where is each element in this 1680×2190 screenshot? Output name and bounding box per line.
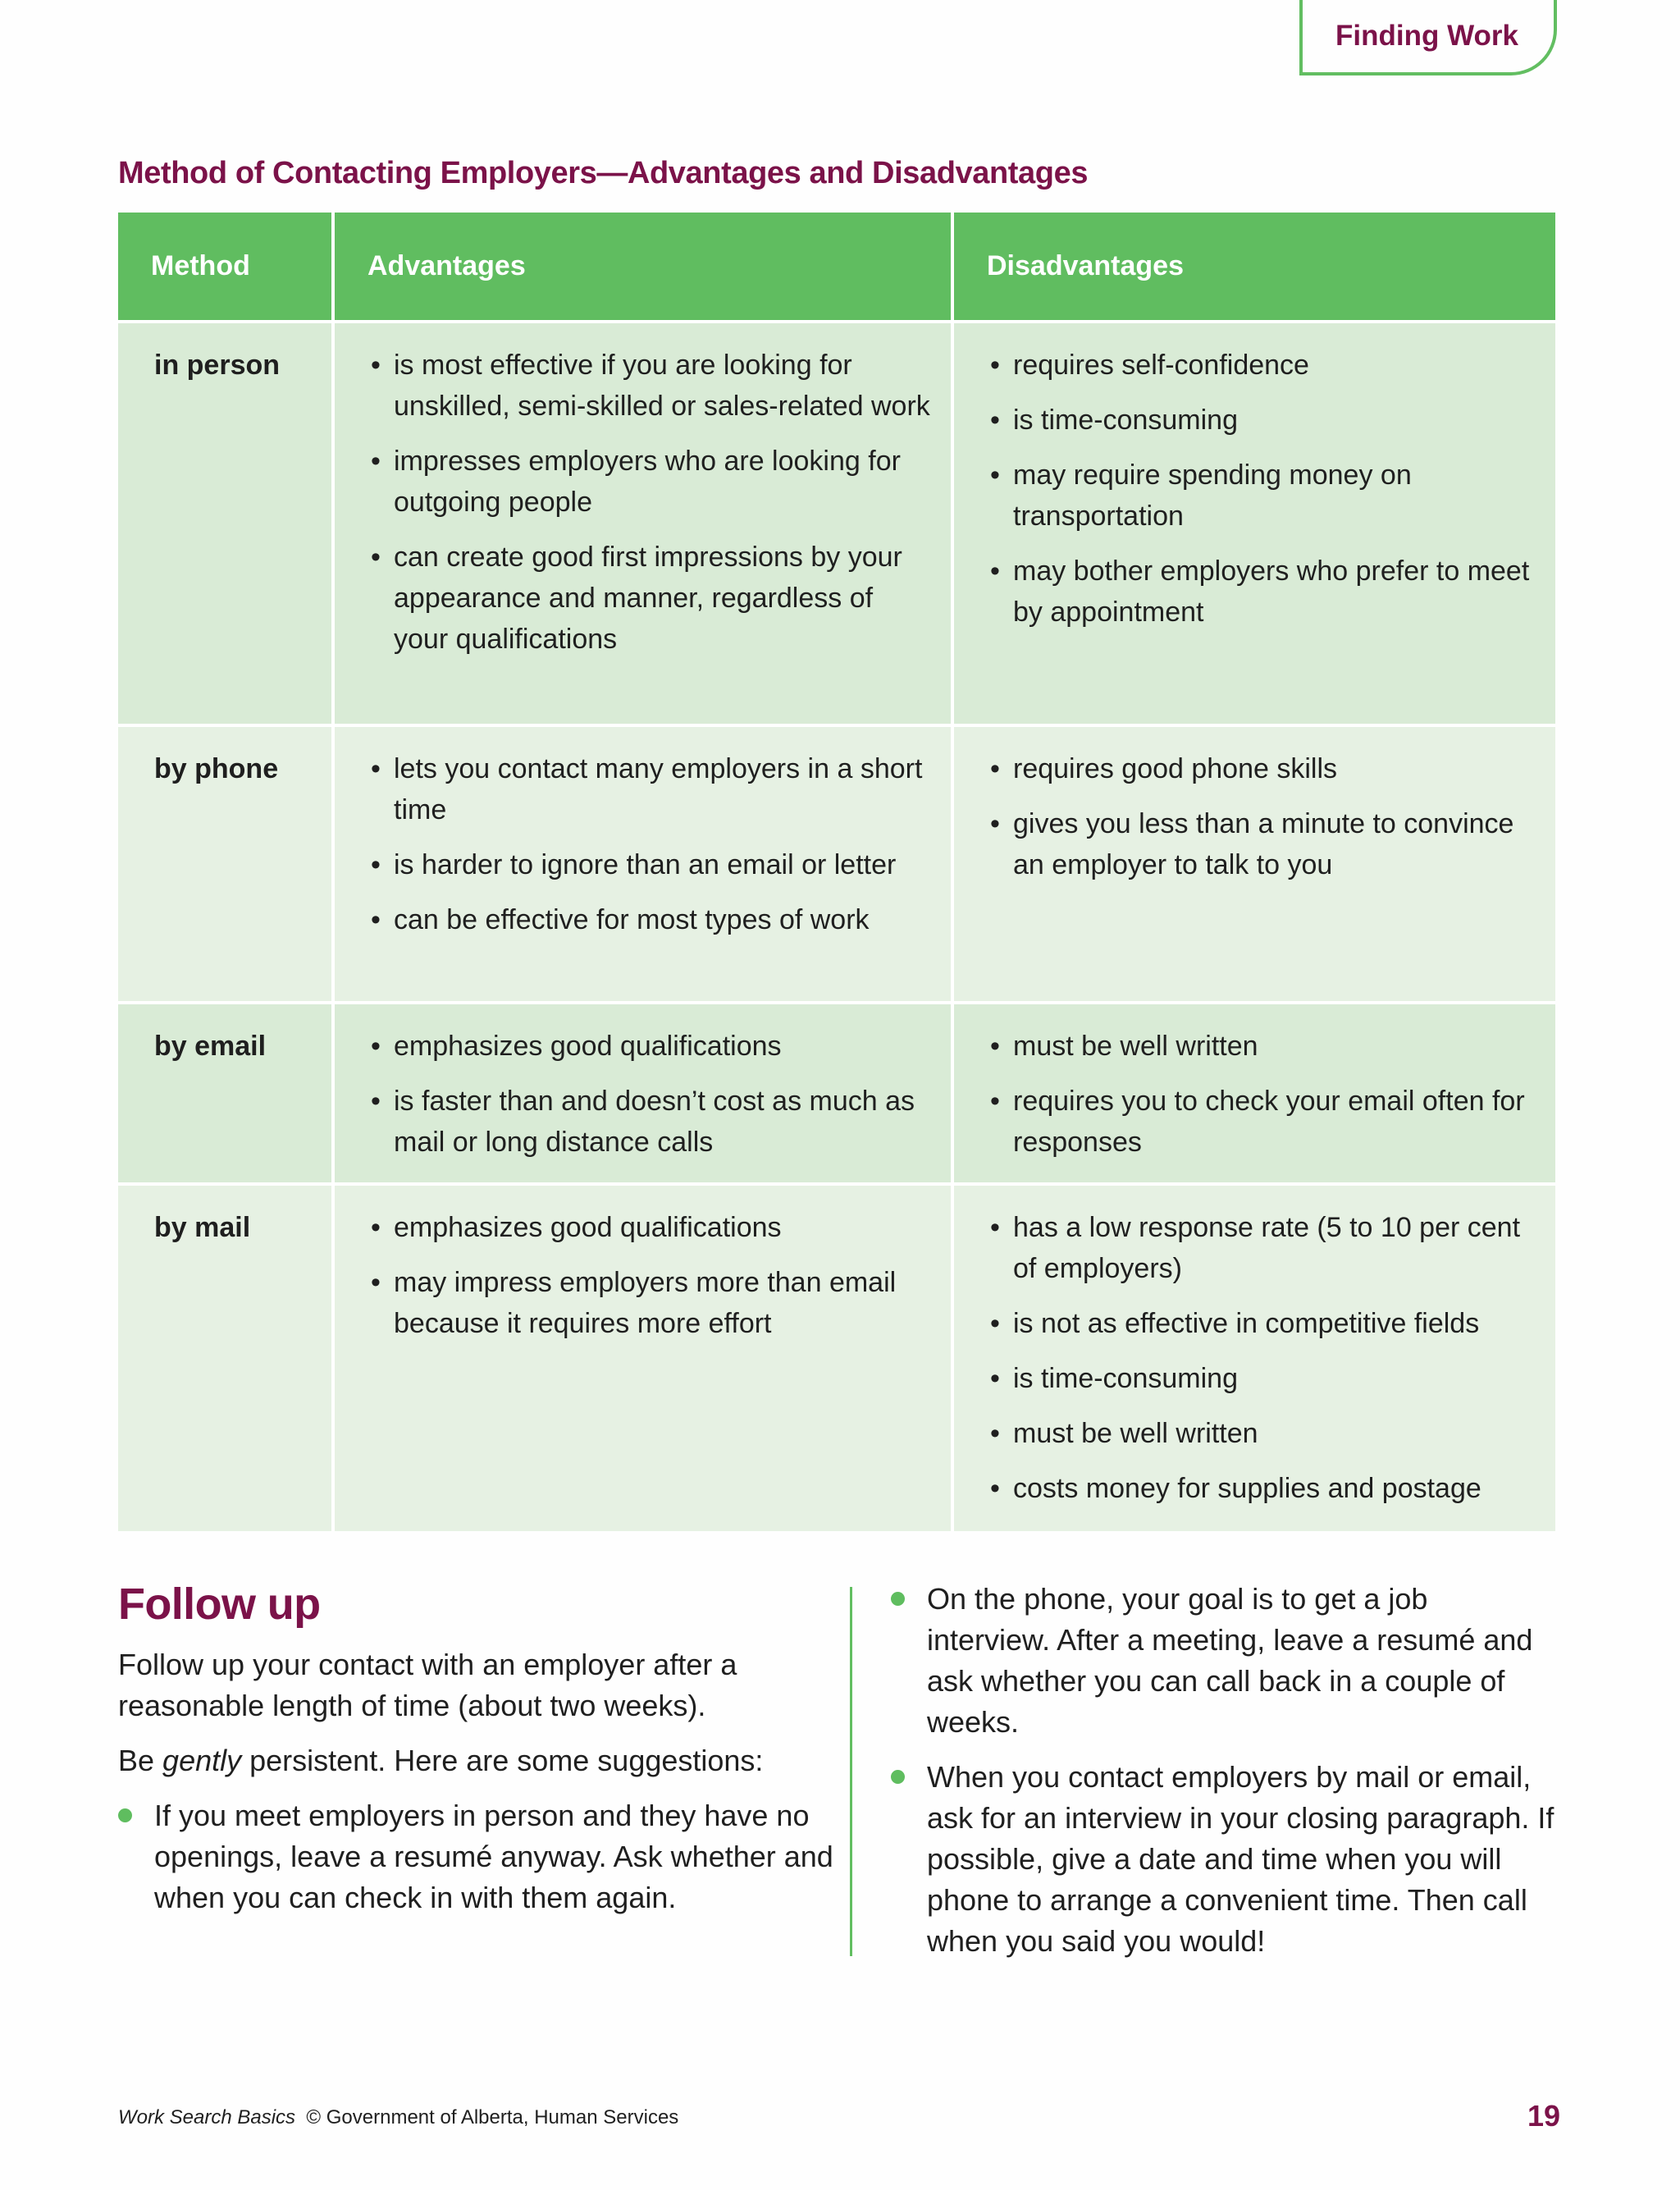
disadvantage-item: • costs money for supplies and postage	[990, 1473, 1481, 1504]
follow-up-right-column	[891, 1579, 1555, 1976]
advantage-item: • lets you contact many employers in a short time	[371, 753, 923, 825]
footer-book-title: Work Search Basics	[118, 2106, 296, 2128]
bullet-dot-icon	[891, 1770, 905, 1784]
table-title: Method of Contacting Employers—Advantages and Disadvantages	[118, 156, 1089, 190]
advantage-item: • emphasizes good qualifications	[371, 1212, 782, 1243]
advantage-item: • is faster than and doesn’t cost as much as mail or long distance calls	[371, 1086, 915, 1158]
suggestion-item: If you meet employers in person and they have no openings, leave a resumé anyway. Ask whether and when you can check in with them again.	[118, 1795, 840, 1918]
follow-up-heading: Follow up	[118, 1580, 321, 1629]
disadvantage-item: • is not as effective in competitive fields	[990, 1308, 1480, 1339]
disadvantage-item: • may bother employers who prefer to meet by appointment	[990, 556, 1530, 628]
header-advantages: Advantages	[333, 213, 952, 322]
section-tab-label: Finding Work	[1335, 20, 1518, 52]
column-divider	[850, 1587, 852, 1956]
disadvantage-item: • has a low response rate (5 to 10 per cent of employers)	[990, 1212, 1521, 1284]
follow-up-left-column	[118, 1644, 840, 1932]
suggestion-item: When you contact employers by mail or email, ask for an interview in your closing paragraph. If possible, give a date and time when you will phone to arrange a convenient time. Then call when you said you would!	[891, 1757, 1555, 1962]
advantage-item: • is most effective if you are looking for unskilled, semi-skilled or sales-related work	[371, 350, 930, 422]
method-cell: by mail	[118, 1184, 333, 1531]
advantage-item: • is harder to ignore than an email or letter	[371, 849, 897, 880]
advantages-cell	[333, 725, 952, 1003]
disadvantage-item: • gives you less than a minute to convince an employer to talk to you	[990, 808, 1514, 880]
footer-copyright: © Government of Alberta, Human Services	[306, 2106, 679, 2128]
advantages-cell	[333, 1184, 952, 1531]
disadvantages-cell	[952, 322, 1555, 725]
header-disadvantages: Disadvantages	[952, 213, 1555, 322]
follow-up-suggestion-line: Be gently persistent. Here are some suggestions:	[118, 1744, 764, 1777]
advantage-item: • may impress employers more than email because it requires more effort	[371, 1267, 897, 1339]
disadvantage-item: • is time-consuming	[990, 405, 1238, 436]
disadvantages-cell	[952, 1184, 1555, 1531]
disadvantage-item: • may require spending money on transportation	[990, 459, 1412, 532]
bullet-dot-icon	[891, 1592, 905, 1606]
bullet-dot-icon	[118, 1808, 132, 1822]
table-row	[118, 1003, 1555, 1184]
disadvantage-item: • requires self-confidence	[990, 350, 1309, 381]
advantages-cell	[333, 1003, 952, 1184]
table-header-row	[118, 213, 1555, 322]
contact-methods-table	[118, 213, 1555, 1531]
disadvantage-item: • must be well written	[990, 1031, 1258, 1062]
disadvantages-cell	[952, 725, 1555, 1003]
advantage-item: • emphasizes good qualifications	[371, 1031, 782, 1062]
footer-credit	[118, 2106, 678, 2129]
table-row	[118, 322, 1555, 725]
advantage-item: • can be effective for most types of work	[371, 904, 870, 935]
method-cell: by email	[118, 1003, 333, 1184]
advantage-item: • impresses employers who are looking for outgoing people	[371, 446, 901, 518]
disadvantage-item: • requires you to check your email often for responses	[990, 1086, 1525, 1158]
section-tab	[1299, 0, 1557, 75]
disadvantage-item: • requires good phone skills	[990, 753, 1338, 784]
advantages-cell	[333, 322, 952, 725]
method-cell: by phone	[118, 725, 333, 1003]
advantage-item: • can create good first impressions by your appearance and manner, regardless of your qualifications	[371, 542, 902, 655]
disadvantages-cell	[952, 1003, 1555, 1184]
disadvantage-item: • must be well written	[990, 1418, 1258, 1449]
page-number: 19	[1527, 2099, 1561, 2133]
disadvantage-item: • is time-consuming	[990, 1363, 1238, 1394]
table-row	[118, 725, 1555, 1003]
method-cell: in person	[118, 322, 333, 725]
table-row	[118, 1184, 1555, 1531]
header-method: Method	[118, 213, 333, 322]
suggestion-item: On the phone, your goal is to get a job interview. After a meeting, leave a resumé and ask whether you can call back in a couple of weeks.	[891, 1579, 1555, 1743]
follow-up-intro: Follow up your contact with an employer after a reasonable length of time (about two weeks).	[118, 1648, 737, 1722]
